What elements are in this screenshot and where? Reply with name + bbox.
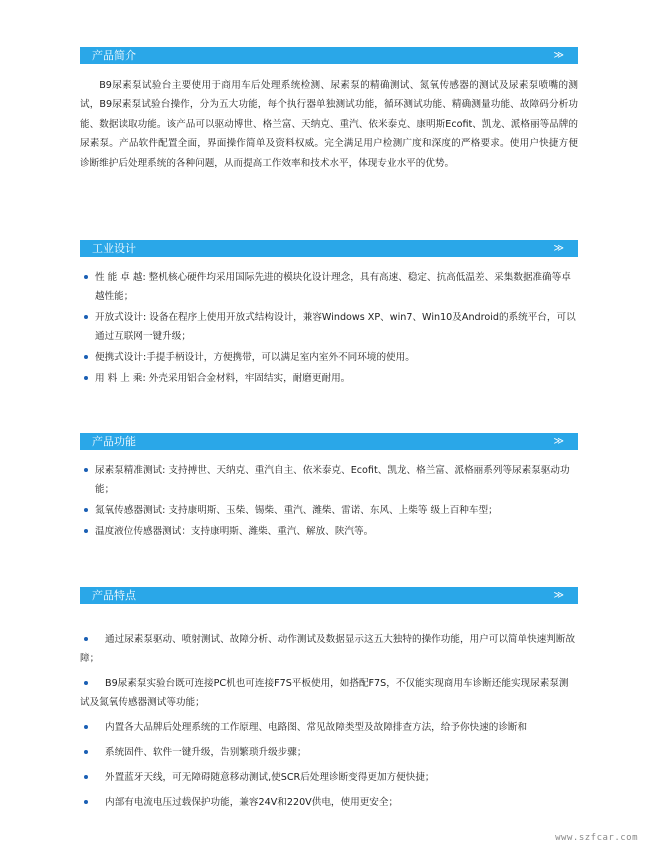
section-features bbox=[80, 587, 578, 818]
bullet-icon bbox=[84, 750, 88, 754]
chevron-right-icon: ≫ bbox=[553, 50, 564, 61]
bullet-icon bbox=[84, 637, 88, 641]
chevron-right-icon: ≫ bbox=[553, 590, 564, 601]
section-title: 产品简介 bbox=[92, 49, 136, 62]
watermark: www.szfcar.com bbox=[555, 833, 638, 843]
bullet-icon bbox=[84, 725, 88, 729]
list-item: 内置各大品牌后处理系统的工作原理、电路图、常见故障类型及故障排查方法，给予你快速的诊断和 bbox=[80, 718, 578, 737]
bullet-icon bbox=[84, 376, 88, 380]
section-title: 产品功能 bbox=[92, 435, 136, 448]
section-function bbox=[80, 433, 578, 541]
section-header-features bbox=[80, 587, 578, 604]
section-intro bbox=[80, 47, 578, 173]
bullet-icon bbox=[84, 315, 88, 319]
bullet-icon bbox=[84, 508, 88, 512]
section-header-intro bbox=[80, 47, 578, 64]
list-item: 外置蓝牙天线，可无障碍随意移动测试,使SCR后处理诊断变得更加方便快捷； bbox=[80, 768, 578, 787]
section-header-function bbox=[80, 433, 578, 450]
section-header-design bbox=[80, 240, 578, 257]
list-item: 性 能 卓 越: 整机核心硬件均采用国际先进的模块化设计理念，具有高速、稳定、抗高低温差、采集数据准确等卓越性能； bbox=[80, 268, 578, 306]
list-item: 温度液位传感器测试：支持康明斯、潍柴、重汽、解放、陕汽等。 bbox=[80, 522, 578, 541]
list-item: B9尿素泵实验台既可连接PC机也可连接F7S平板使用，如搭配F7S，不仅能实现商用车诊断还能实现尿素泵测试及氮氧传感器测试等功能； bbox=[80, 678, 569, 708]
list-item: 内部有电流电压过载保护功能，兼容24V和220V供电，使用更安全； bbox=[80, 793, 578, 812]
list-item: 尿素泵精准测试: 支持搏世、天纳克、重汽自主、依米泰克、Ecofit、凯龙、格兰富、派格丽系列等尿素泵驱动功能； bbox=[80, 461, 578, 499]
list-item: 开放式设计: 设备在程序上使用开放式结构设计，兼容Windows XP、win7、Win10及Android的系统平台，可以通过互联网一键升级； bbox=[80, 308, 578, 346]
design-list bbox=[80, 268, 578, 388]
function-list bbox=[80, 461, 578, 541]
features-list bbox=[80, 630, 578, 812]
section-title: 工业设计 bbox=[92, 242, 136, 255]
bullet-icon bbox=[84, 468, 88, 472]
chevron-right-icon: ≫ bbox=[553, 243, 564, 254]
list-item: 便携式设计:手提手柄设计，方便携带，可以满足室内室外不同环境的使用。 bbox=[80, 348, 578, 367]
bullet-icon bbox=[84, 529, 88, 533]
list-item: 用 料 上 乘: 外壳采用铝合金材料，牢固结实，耐磨更耐用。 bbox=[80, 369, 578, 388]
bullet-icon bbox=[84, 681, 88, 685]
bullet-icon bbox=[84, 800, 88, 804]
bullet-icon bbox=[84, 775, 88, 779]
list-item: 系统固件、软件一键升级，告别繁琐升级步骤； bbox=[80, 743, 578, 762]
section-title: 产品特点 bbox=[92, 589, 136, 602]
bullet-icon bbox=[84, 355, 88, 359]
bullet-icon bbox=[84, 275, 88, 279]
intro-paragraph: B9尿素泵试验台主要使用于商用车后处理系统检测、尿素泵的精确测试、氮氧传感器的测试及尿素泵喷嘴的测试，B9尿素泵试验台操作，分为五大功能，每个执行器单独测试功能，循环测试功能、精确测量功能、故障码分析功能、数据读取功能。该产品可以驱动博世、格兰富、天纳克、重汽、依米泰克、康明斯Ecofit、凯龙、派格丽等品牌的尿素泵。产品软件配置全面，界面操作简单及资料权威。完全满足用户检测广度和深度的严格要求。使用户快捷方便诊断维护后处理系统的各种问题，从而提高工作效率和技术水平，体现专业水平的优势。 bbox=[80, 80, 578, 169]
list-item: 通过尿素泵驱动、喷射测试、故障分析、动作测试及数据显示这五大独特的操作功能，用户可以简单快速判断故障； bbox=[80, 634, 576, 664]
section-design bbox=[80, 240, 578, 388]
list-item: 氮氧传感器测试: 支持康明斯、玉柴、锡柴、重汽、潍柴、雷诺、东风、上柴等 级上百种车型； bbox=[80, 501, 578, 520]
chevron-right-icon: ≫ bbox=[553, 436, 564, 447]
